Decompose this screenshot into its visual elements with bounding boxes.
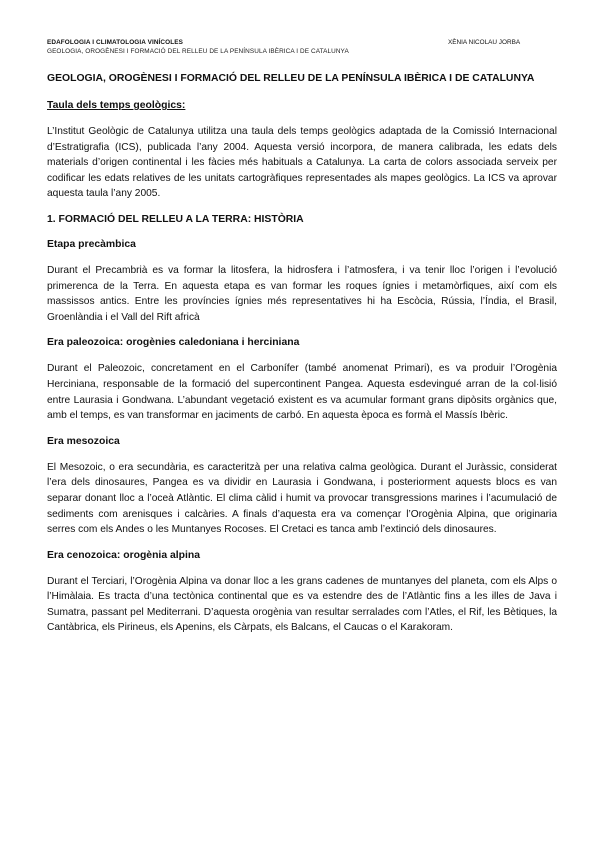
paleozoic-paragraph: Durant el Paleozoic, concretament en el Carbonífer (també anomenat Primari), es va produir l’Orogènia Herciniana, responsable de la formació del supercontinent Pangea. Aquesta esdevingué arran de la col·lisió entre Laurasia i Gondwana. L’abundant vegetació existent es va acumular formant grans dipòsits orgànics que, amb el temps, es van transformar en jaciments de carbó. En aquesta època es formà el Massís Ibèric. <box>47 363 557 422</box>
taula-paragraph: L’Institut Geològic de Catalunya utilitza una taula dels temps geològics adaptada de la Comissió Internacional d’Estratigrafia (ICS), publicada l’any 2004. Aquesta versió incorpora, de manera calibrada, les edats dels materials d’origen continental i les fàcies més habituals a Catalunya. La carta de colors associada serveix per codificar les edats relatives de les unitats cartogràfiques representades als mapes geològics. La ICS va aprovar aquesta taula l’any 2005. <box>47 126 557 200</box>
document-title: GEOLOGIA, OROGÈNESI I FORMACIÓ DEL RELLEU DE LA PENÍNSULA IBÈRICA I DE CATALUNYA <box>47 73 535 84</box>
document-body <box>47 72 557 647</box>
section1-heading: 1. FORMACIÓ DEL RELLEU A LA TERRA: HISTÒRIA <box>47 213 304 225</box>
header-course: EDAFOLOGIA I CLIMATOLOGIA VINÍCOLES <box>47 39 183 46</box>
paleozoic-heading: Era paleozoica: orogènies caledoniana i herciniana <box>47 337 300 349</box>
precambrian-heading: Etapa precàmbica <box>47 238 136 250</box>
header-author: XÈNIA NICOLAU JORBA <box>448 39 521 46</box>
cenozoic-heading: Era cenozoica: orogènia alpina <box>47 549 201 561</box>
taula-heading: Taula dels temps geològics: <box>47 100 186 111</box>
mesozoic-heading: Era mesozoica <box>47 435 120 447</box>
cenozoic-paragraph: Durant el Terciari, l’Orogènia Alpina va donar lloc a les grans cadenes de muntanyes del planeta, com els Alps o l’Himàlaia. Es tracta d’una tectònica continental que es va estendre des de l’Atlàntic fins a les illes de Java i Sumatra, passant pel Mediterrani. D’aquesta orogènia van resultar serralades com l’Atles, el Rif, les Bètiques, la Cantàbrica, els Pirineus, els Apenins, els Càrpats, els Balcans, el Caucas o el Karakoram. <box>47 575 557 634</box>
page-header <box>47 38 427 56</box>
header-subtitle: GEOLOGIA, OROGÈNESI I FORMACIÓ DEL RELLEU DE LA PENÍNSULA IBÈRICA I DE CATALUNYA <box>47 48 349 55</box>
precambrian-paragraph: Durant el Precambrià es va formar la litosfera, la hidrosfera i l’atmosfera, i va tenir lloc l’origen i l’evolució primerenca de la Terra. En aquesta etapa es van formar les roques ígnies i metamòrfiques, així com els massissos antics. Entre les províncies ígnies més representatives hi ha Escòcia, Rússia, l’Índia, el Brasil, Groenlàndia i el Vall del Rift africà <box>47 264 557 323</box>
mesozoic-paragraph: El Mesozoic, o era secundària, es caracteritzà per una relativa calma geològica. Durant el Juràssic, considerat l’era dels dinosaures, Pangea es va dividir en Laurasia i Gondwana, i posteriorment aquests blocs es van separar donant lloc a l’oceà Atlàntic. El clima càlid i humit va provocar transgressions marines i l’acumulació de sediments com arenisques i calcàries. A finals d’aquesta era va començar l’Orogènia Alpina, que originaria serres com els Andes o les Muntanyes Rocoses. El Cretaci es tanca amb l’extinció dels dinosaures. <box>47 461 557 536</box>
